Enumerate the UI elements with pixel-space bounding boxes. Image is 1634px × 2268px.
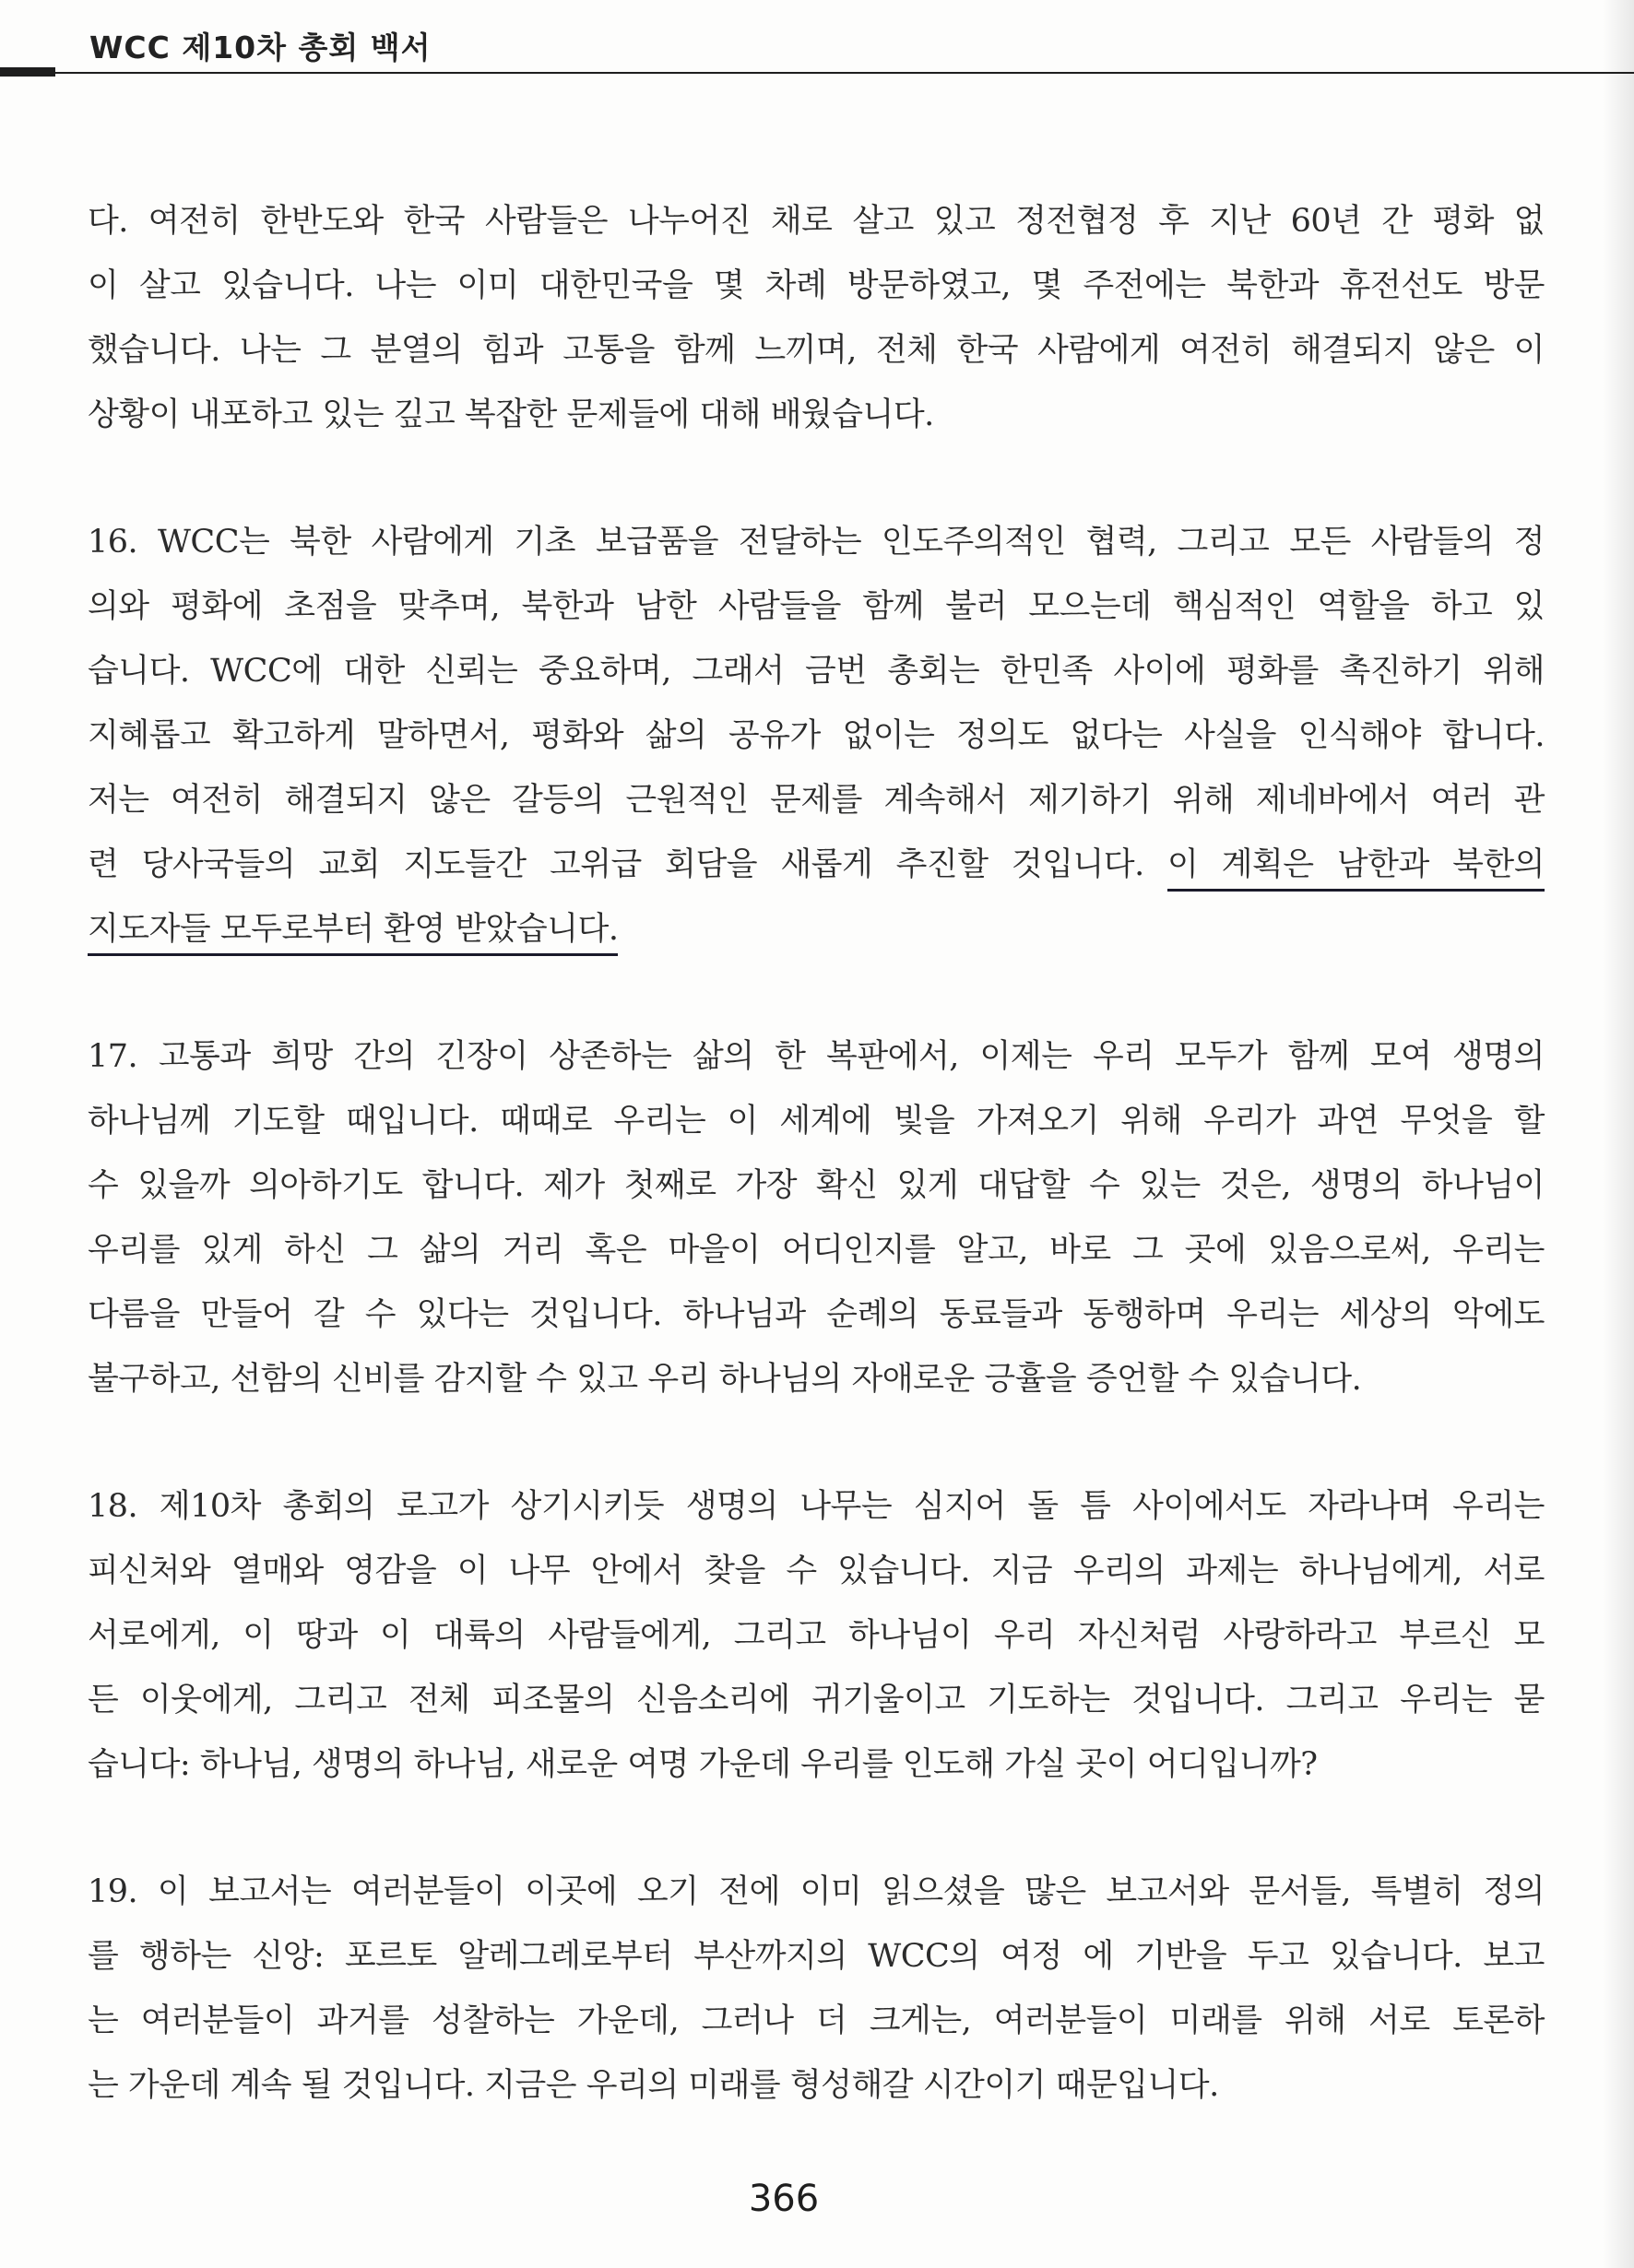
text-line: 를 행하는 신앙: 포르토 알레그레로부터 부산까지의 WCC의 여정 에 기반을 두고 있습니다. 보고 (88, 1938, 1545, 1975)
text-line: 했습니다. 나는 그 분열의 힘과 고통을 함께 느끼며, 전체 한국 사람에게 여전히 해결되지 않은 이 (88, 332, 1545, 369)
text-line: 의와 평화에 초점을 맞추며, 북한과 남한 사람들을 함께 불러 모으는데 핵심적인 역할을 하고 있 (88, 588, 1545, 625)
paragraph-19 (88, 1860, 1545, 2118)
text-line: 16. WCC는 북한 사람에게 기초 보급품을 전달하는 인도주의적인 협력, 그리고 모든 사람들의 정 (88, 524, 1545, 561)
underlined-text: 이 계획은 남한과 북한의 (1167, 846, 1545, 892)
text-line: 다름을 만들어 갈 수 있다는 것입니다. 하나님과 순례의 동료들과 동행하며 우리는 세상의 악에도 (88, 1296, 1545, 1333)
body-text (88, 189, 1545, 2180)
text-line: 습니다: 하나님, 생명의 하나님, 새로운 여명 가운데 우리를 인도해 가실 곳이 어디입니까? (88, 1746, 1318, 1783)
text-line: 지혜롭고 확고하게 말하면서, 평화와 삶의 공유가 없이는 정의도 없다는 사실을 인식해야 합니다. (88, 717, 1545, 754)
running-head: WCC 제10차 총회 백서 (89, 30, 432, 65)
text-line: 는 여러분들이 과거를 성찰하는 가운데, 그러나 더 크게는, 여러분들이 미래를 위해 서로 토론하 (88, 2002, 1545, 2039)
paragraph-17 (88, 1024, 1545, 1412)
page-number: 366 (748, 2178, 820, 2220)
text-line: 이 살고 있습니다. 나는 이미 대한민국을 몇 차례 방문하였고, 몇 주전에는 북한과 휴전선도 방문 (88, 267, 1545, 304)
text-line: 상황이 내포하고 있는 깊고 복잡한 문제들에 대해 배웠습니다. (88, 396, 934, 433)
text-line: 19. 이 보고서는 여러분들이 이곳에 오기 전에 이미 읽으셨을 많은 보고서와 문서들, 특별히 정의 (88, 1873, 1545, 1910)
underlined-text: 지도자들 모두로부터 환영 받았습니다. (88, 911, 618, 956)
paragraph-continuation (88, 189, 1545, 447)
text-line (88, 833, 1545, 897)
text-line: 수 있을까 의아하기도 합니다. 제가 첫째로 가장 확신 있게 대답할 수 있는 것은, 생명의 하나님이 (88, 1167, 1545, 1204)
text-line: 18. 제10차 총회의 로고가 상기시키듯 생명의 나무는 심지어 돌 틈 사이에서도 자라나며 우리는 (88, 1488, 1545, 1525)
text-line: 습니다. WCC에 대한 신뢰는 중요하며, 그래서 금번 총회는 한민족 사이에 평화를 촉진하기 위해 (88, 653, 1545, 690)
text-line: 하나님께 기도할 때입니다. 때때로 우리는 이 세계에 빛을 가져오기 위해 우리가 과연 무엇을 할 (88, 1103, 1545, 1140)
text-line-start: 련 당사국들의 교회 지도들간 고위급 회담을 새롭게 추진할 것입니다. (88, 846, 1167, 883)
text-line: 17. 고통과 희망 간의 긴장이 상존하는 삶의 한 복판에서, 이제는 우리 모두가 함께 모여 생명의 (88, 1038, 1545, 1075)
page-edge-shadow (1603, 0, 1634, 2268)
header-rule (0, 72, 1634, 74)
text-line: 불구하고, 선함의 신비를 감지할 수 있고 우리 하나님의 자애로운 긍휼을 증언할 수 있습니다. (88, 1361, 1362, 1398)
text-line: 는 가운데 계속 될 것입니다. 지금은 우리의 미래를 형성해갈 시간이기 때문입니다. (88, 2067, 1219, 2104)
text-line: 다. 여전히 한반도와 한국 사람들은 나누어진 채로 살고 있고 정전협정 후 지난 60년 간 평화 없 (88, 203, 1545, 240)
text-line: 든 이웃에게, 그리고 전체 피조물의 신음소리에 귀기울이고 기도하는 것입니다. 그리고 우리는 묻 (88, 1682, 1545, 1719)
text-line: 저는 여전히 해결되지 않은 갈등의 근원적인 문제를 계속해서 제기하기 위해 제네바에서 여러 관 (88, 782, 1545, 819)
text-line: 서로에게, 이 땅과 이 대륙의 사람들에게, 그리고 하나님이 우리 자신처럼 사랑하라고 부르신 모 (88, 1617, 1545, 1654)
paragraph-16 (88, 510, 1545, 962)
text-line: 피신처와 열매와 영감을 이 나무 안에서 찾을 수 있습니다. 지금 우리의 과제는 하나님에게, 서로 (88, 1553, 1545, 1589)
paragraph-18 (88, 1474, 1545, 1797)
text-line (88, 897, 1545, 962)
text-line: 우리를 있게 하신 그 삶의 거리 혹은 마을이 어디인지를 알고, 바로 그 곳에 있음으로써, 우리는 (88, 1232, 1545, 1269)
